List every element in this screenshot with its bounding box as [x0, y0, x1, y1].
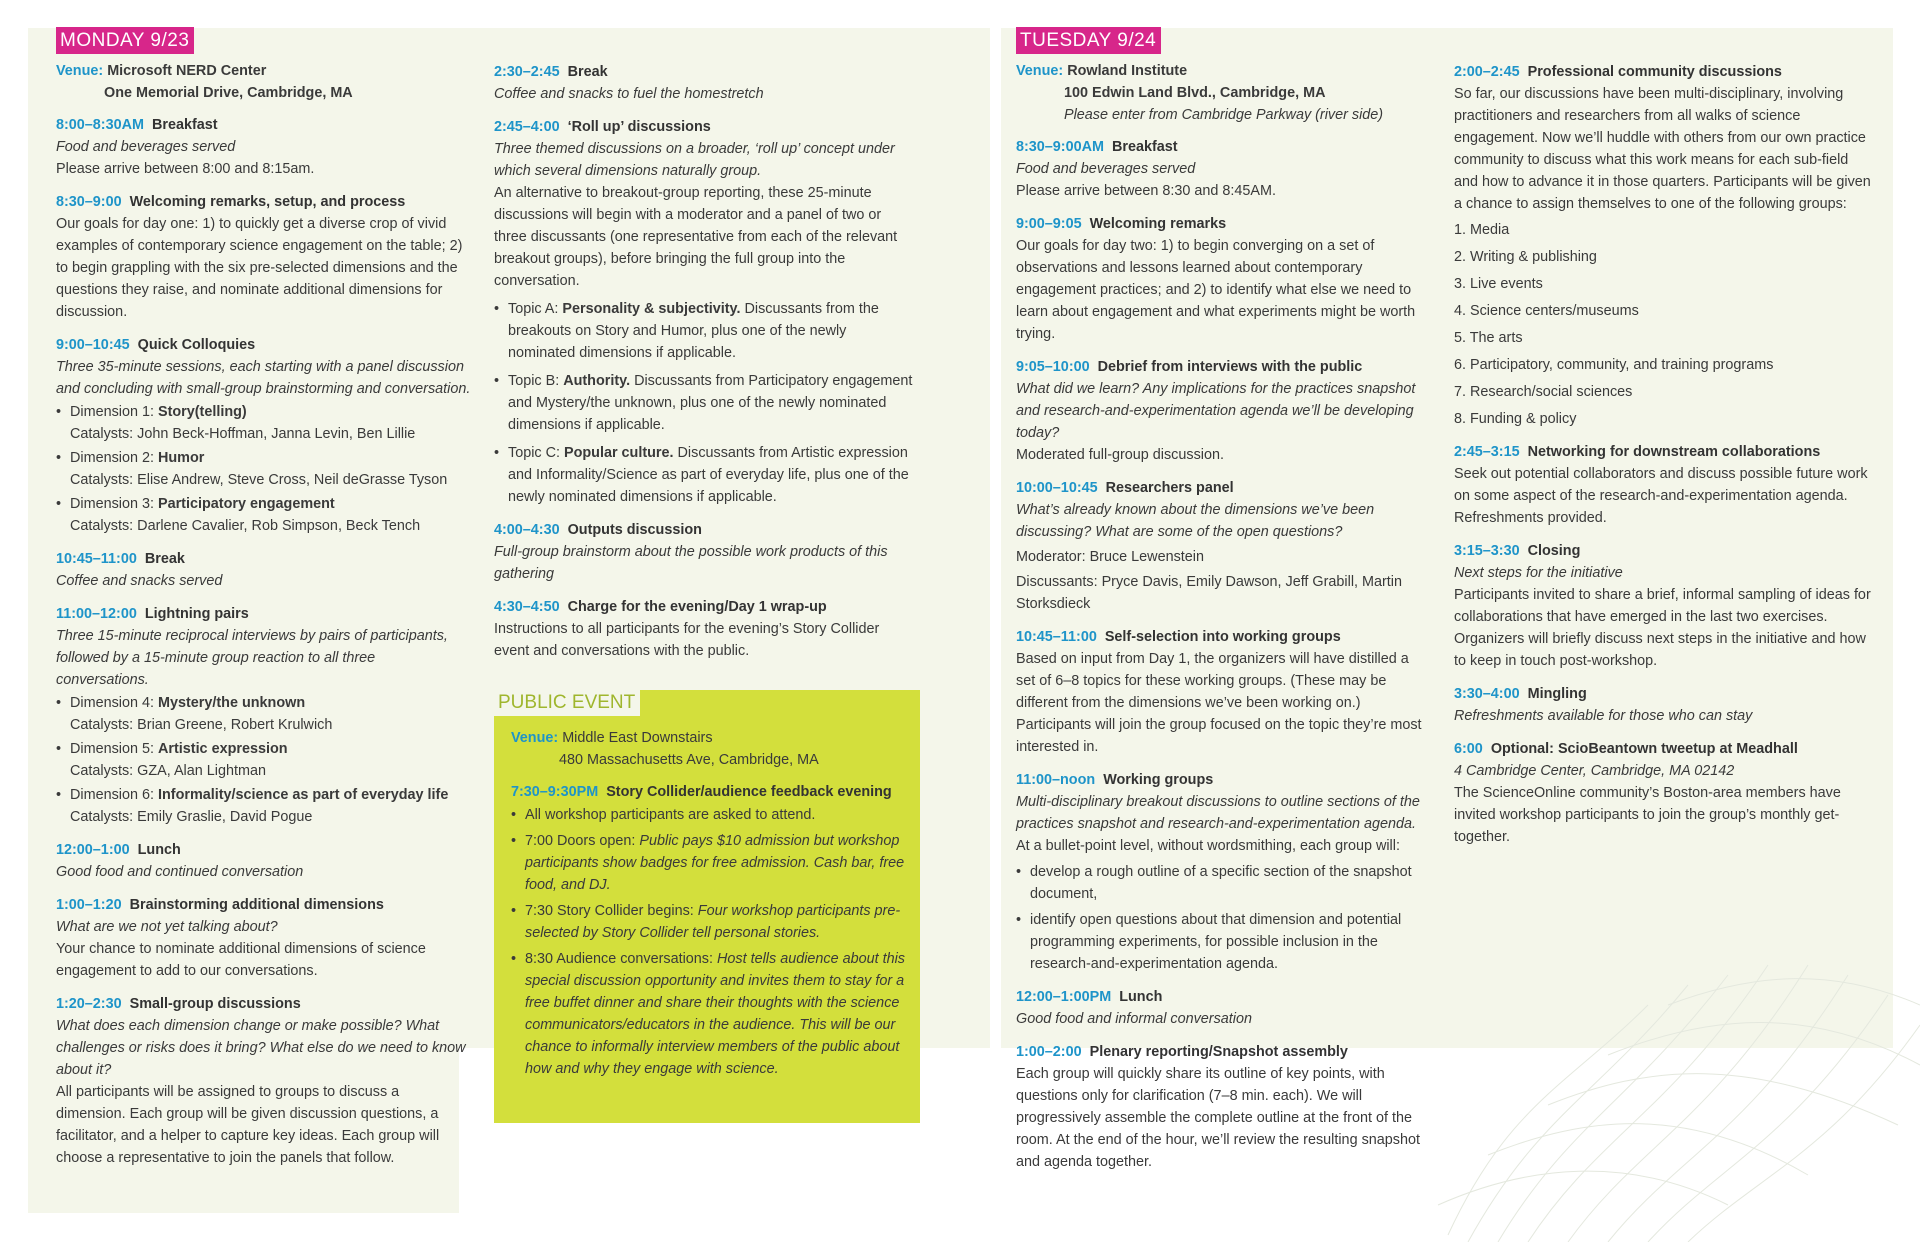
body: Seek out potential collaborators and discuss possible future work on some aspect of the research-and-experimentation agenda. Refreshments provided.	[1454, 466, 1868, 526]
monday-venue	[56, 60, 471, 104]
body: Instructions to all participants for the evening’s Story Collider event and conversations with the public.	[494, 621, 880, 659]
body: Please arrive between 8:00 and 8:15am.	[56, 161, 315, 177]
title: Professional community discussions	[1527, 64, 1782, 80]
tuesday-professional	[1454, 61, 1874, 430]
title: Breakfast	[1112, 139, 1178, 155]
list-item: • Topic B: Authority. Discussants from Participatory engagement and Mystery/the unknown, plus one of the newly nominated dimensions if applicable.	[494, 370, 914, 436]
time: 12:00–1:00	[56, 842, 130, 858]
body: Each group will quickly share its outline of key points, with questions only for clarification (7–8 min. each). We will progressively assemble the complete outline at the front of the room. At the end of the hour, we’ll review the resulting snapshot and agenda together.	[1016, 1066, 1420, 1170]
title: Lunch	[137, 842, 181, 858]
list-item: • Dimension 3: Participatory engagement Catalysts: Darlene Cavalier, Rob Simpson, Beck Tench	[56, 493, 471, 537]
title: Lunch	[1119, 989, 1163, 1005]
time: 3:15–3:30	[1454, 543, 1520, 559]
list-item: 1. Media	[1454, 222, 1510, 238]
title: Break	[567, 64, 608, 80]
tuesday-breakfast	[1016, 136, 1426, 202]
list-item: • Dimension 1: Story(telling) Catalysts: John Beck-Hoffman, Janna Levin, Ben Lillie	[56, 401, 471, 445]
list-item: • 7:30 Story Collider begins: Four workshop participants pre-selected by Story Collider tell personal stories.	[511, 900, 911, 944]
monday-lunch	[56, 839, 471, 883]
title: Mingling	[1527, 686, 1587, 702]
time: 2:30–2:45	[494, 64, 560, 80]
tuesday-column-2	[1454, 61, 1874, 859]
subtitle: 4 Cambridge Center, Cambridge, MA 02142	[1454, 763, 1735, 779]
title: Welcoming remarks	[1089, 216, 1227, 232]
list-item: • identify open questions about that dimension and potential programming experiments, for possible inclusion in the research-and-experimentation agenda.	[1016, 909, 1426, 975]
subtitle: What did we learn? Any implications for the practices snapshot and research-and-experimentation agenda we’ll be developing today?	[1016, 381, 1416, 441]
monday-break-2	[494, 61, 914, 105]
list-item: • All workshop participants are asked to attend.	[511, 804, 911, 826]
time: 1:00–1:20	[56, 897, 122, 913]
title: Networking for downstream collaborations	[1527, 444, 1821, 460]
subtitle: Good food and continued conversation	[56, 864, 304, 880]
decorative-pattern	[1428, 905, 1920, 1242]
list-item: 5. The arts	[1454, 330, 1523, 346]
subtitle: Coffee and snacks to fuel the homestretch	[494, 86, 764, 102]
tuesday-lunch	[1016, 986, 1426, 1030]
time: 8:00–8:30AM	[56, 117, 144, 133]
task-list	[1016, 861, 1426, 975]
body: Moderated full-group discussion.	[1016, 447, 1224, 463]
body: Our goals for day one: 1) to quickly get a diverse crop of vivid examples of contemporary science engagement on the table; 2) to begin grappling with the six pre-selected dimensions and the questions they raise, and nominate additional dimensions for discussion.	[56, 216, 463, 320]
list-item: • develop a rough outline of a specific section of the snapshot document,	[1016, 861, 1426, 905]
title: Closing	[1527, 543, 1581, 559]
body: So far, our discussions have been multi-disciplinary, involving practitioners and researchers from all walks of science engagement. Now we’ll huddle with others from our own practice community to discuss what this work means for each sub-field and how to advance it in those quarters. Participants will be given a chance to assign themselves to one of the following groups:	[1454, 86, 1871, 212]
list-item: 2. Writing & publishing	[1454, 249, 1597, 265]
tuesday-closing	[1454, 540, 1874, 672]
tuesday-debrief	[1016, 356, 1426, 466]
subtitle: Coffee and snacks served	[56, 573, 223, 589]
time: 4:00–4:30	[494, 522, 560, 538]
list-item: 7. Research/social sciences	[1454, 384, 1633, 400]
tuesday-networking	[1454, 441, 1874, 529]
dimension-list	[56, 692, 471, 828]
public-event-content	[511, 727, 911, 1091]
list-item: • Dimension 4: Mystery/the unknown Catalysts: Brian Greene, Robert Krulwich	[56, 692, 471, 736]
subtitle: Food and beverages served	[1016, 161, 1196, 177]
tuesday-venue	[1016, 60, 1426, 126]
title: Self-selection into working groups	[1104, 629, 1341, 645]
time: 2:45–3:15	[1454, 444, 1520, 460]
tuesday-mingling	[1454, 683, 1874, 727]
subtitle: What’s already known about the dimensions we’ve been discussing? What are some of the open questions?	[1016, 502, 1375, 540]
title: Outputs discussion	[567, 522, 702, 538]
title: Welcoming remarks, setup, and process	[129, 194, 406, 210]
title: Story Collider/audience feedback evening	[606, 784, 892, 800]
time: 8:30–9:00	[56, 194, 122, 210]
monday-break-1	[56, 548, 471, 592]
time: 11:00–noon	[1016, 772, 1096, 788]
time: 6:00	[1454, 741, 1483, 757]
subtitle: Good food and informal conversation	[1016, 1011, 1252, 1027]
venue-address: 480 Massachusetts Ave, Cambridge, MA	[559, 752, 819, 768]
tuesday-tag: TUESDAY 9/24	[1016, 27, 1161, 54]
body: All participants will be assigned to groups to discuss a dimension. Each group will be given discussion questions, a facilitator, and a helper to capture key ideas. Each group will choose a representative to join the panels that follow.	[56, 1084, 440, 1166]
monday-breakfast	[56, 114, 471, 180]
subtitle: Three 35-minute sessions, each starting with a panel discussion and concluding with small-group brainstorming and conversation.	[56, 359, 471, 397]
monday-outputs	[494, 519, 914, 585]
time: 4:30–4:50	[494, 599, 560, 615]
public-event-schedule	[511, 781, 911, 1080]
list-item: 4. Science centers/museums	[1454, 303, 1639, 319]
moderator: Moderator: Bruce Lewenstein	[1016, 549, 1204, 565]
title: Plenary reporting/Snapshot assembly	[1089, 1044, 1348, 1060]
venue-note: Please enter from Cambridge Parkway (river side)	[1064, 107, 1384, 123]
monday-small-group	[56, 993, 471, 1169]
time: 9:05–10:00	[1016, 359, 1090, 375]
subtitle: Three themed discussions on a broader, ‘roll up’ concept under which several dimensions naturally group.	[494, 141, 895, 179]
time: 3:30–4:00	[1454, 686, 1520, 702]
title: Charge for the evening/Day 1 wrap-up	[567, 599, 827, 615]
venue-name: Rowland Institute	[1067, 63, 1188, 79]
title: Breakfast	[152, 117, 218, 133]
title: Researchers panel	[1105, 480, 1234, 496]
time: 12:00–1:00PM	[1016, 989, 1112, 1005]
time: 2:45–4:00	[494, 119, 560, 135]
time: 9:00–9:05	[1016, 216, 1082, 232]
time: 1:00–2:00	[1016, 1044, 1082, 1060]
subtitle: Three 15-minute reciprocal interviews by pairs of participants, followed by a 15-minute group reaction to all three conversations.	[56, 628, 448, 688]
time: 10:00–10:45	[1016, 480, 1098, 496]
public-event-tag: PUBLIC EVENT	[494, 690, 640, 716]
tuesday-plenary	[1016, 1041, 1426, 1173]
list-item: • 8:30 Audience conversations: Host tells audience about this special discussion opportunity and invites them to stay for a free buffet dinner and share their thoughts with the science communicators/educators in the audience. This will be our chance to informally interview members of the public about how and why they engage with science.	[511, 948, 911, 1080]
venue-name: Microsoft NERD Center	[107, 63, 267, 79]
monday-colloquies	[56, 334, 471, 537]
group-list	[1454, 219, 1874, 430]
event-list	[511, 804, 911, 1080]
subtitle: Refreshments available for those who can stay	[1454, 708, 1753, 724]
venue-address: One Memorial Drive, Cambridge, MA	[104, 85, 353, 101]
venue-label: Venue:	[511, 730, 559, 746]
list-item: 8. Funding & policy	[1454, 411, 1577, 427]
venue-label: Venue:	[56, 63, 104, 79]
tuesday-welcome	[1016, 213, 1426, 345]
monday-column-1	[56, 27, 471, 1180]
subtitle: Multi-disciplinary breakout discussions to outline sections of the practices snapshot and research-and-experimentation agenda.	[1016, 794, 1420, 832]
time: 9:00–10:45	[56, 337, 130, 353]
monday-lightning	[56, 603, 471, 828]
list-item: 6. Participatory, community, and training programs	[1454, 357, 1774, 373]
time: 10:45–11:00	[1016, 629, 1097, 645]
monday-welcome	[56, 191, 471, 323]
title: Working groups	[1103, 772, 1214, 788]
body: Our goals for day two: 1) to begin converging on a set of observations and lessons learned about contemporary engagement practices; and 2) to identify what else we need to learn about engagement and what experiments might be worth trying.	[1016, 238, 1416, 342]
title: Quick Colloquies	[137, 337, 256, 353]
list-item: • Dimension 2: Humor Catalysts: Elise Andrew, Steve Cross, Neil deGrasse Tyson	[56, 447, 471, 491]
venue-name: Middle East Downstairs	[562, 730, 713, 746]
body: Please arrive between 8:30 and 8:45AM.	[1016, 183, 1276, 199]
public-event-venue	[511, 727, 911, 771]
body: Participants invited to share a brief, informal sampling of ideas for collaborations that have emerged in the last two exercises. Organizers will briefly discuss next steps in the initiative and how to keep in touch post-workshop.	[1454, 587, 1871, 669]
monday-tag: MONDAY 9/23	[56, 27, 194, 54]
list-item: • Dimension 5: Artistic expression Catalysts: GZA, Alan Lightman	[56, 738, 471, 782]
title: Lightning pairs	[144, 606, 249, 622]
subtitle: What does each dimension change or make possible? What challenges or risks does it bring? What else do we need to know about it?	[56, 1018, 466, 1078]
discussants: Discussants: Pryce Davis, Emily Dawson, Jeff Grabill, Martin Storksdieck	[1016, 574, 1402, 612]
body: At a bullet-point level, without wordsmithing, each group will:	[1016, 838, 1400, 854]
venue-address: 100 Edwin Land Blvd., Cambridge, MA	[1064, 85, 1326, 101]
venue-label: Venue:	[1016, 63, 1064, 79]
body: The ScienceOnline community’s Boston-area members have invited workshop participants to join the group’s monthly get-together.	[1454, 785, 1841, 845]
monday-charge	[494, 596, 914, 662]
body: Your chance to nominate additional dimensions of science engagement to add to our conversations.	[56, 941, 426, 979]
title: Debrief from interviews with the public	[1097, 359, 1363, 375]
time: 7:30–9:30PM	[511, 784, 599, 800]
monday-brainstorm	[56, 894, 471, 982]
subtitle: Food and beverages served	[56, 139, 236, 155]
title: Optional: ScioBeantown tweetup at Meadhall	[1490, 741, 1798, 757]
time: 1:20–2:30	[56, 996, 122, 1012]
title: Break	[144, 551, 185, 567]
tuesday-column-1	[1016, 27, 1426, 1184]
list-item: • Topic A: Personality & subjectivity. Discussants from the breakouts on Story and Humor, plus one of the newly nominated dimensions if applicable.	[494, 298, 914, 364]
monday-rollup	[494, 116, 914, 508]
body: Based on input from Day 1, the organizers will have distilled a set of 6–8 topics for these working groups. (These may be different from the dimensions we’ve been working on.) Participants will join the group focused on the topic they’re most interested in.	[1016, 651, 1422, 755]
dimension-list	[56, 401, 471, 537]
title: Brainstorming additional dimensions	[129, 897, 384, 913]
body: An alternative to breakout-group reporting, these 25-minute discussions will begin with a moderator and a panel of two or three discussants (one representative from each of the relevant breakout groups), before bringing the full group into the conversation.	[494, 185, 898, 289]
monday-column-2	[494, 61, 914, 673]
subtitle: What are we not yet talking about?	[56, 919, 278, 935]
title: Small-group discussions	[129, 996, 301, 1012]
list-item: • Dimension 6: Informality/science as part of everyday life Catalysts: Emily Graslie, David Pogue	[56, 784, 471, 828]
time: 10:45–11:00	[56, 551, 137, 567]
time: 2:00–2:45	[1454, 64, 1520, 80]
subtitle: Full-group brainstorm about the possible work products of this gathering	[494, 544, 888, 582]
tuesday-self-selection	[1016, 626, 1426, 758]
title: ‘Roll up’ discussions	[567, 119, 711, 135]
subtitle: Next steps for the initiative	[1454, 565, 1623, 581]
time: 11:00–12:00	[56, 606, 137, 622]
tuesday-researchers	[1016, 477, 1426, 615]
tuesday-optional	[1454, 738, 1874, 848]
list-item: 3. Live events	[1454, 276, 1543, 292]
topic-list	[494, 298, 914, 508]
time: 8:30–9:00AM	[1016, 139, 1104, 155]
list-item: • 7:00 Doors open: Public pays $10 admission but workshop participants show badges for free admission. Cash bar, free food, and DJ.	[511, 830, 911, 896]
tuesday-working-groups	[1016, 769, 1426, 975]
list-item: • Topic C: Popular culture. Discussants from Artistic expression and Informality/Science as part of everyday life, plus one of the newly nominated dimensions if applicable.	[494, 442, 914, 508]
